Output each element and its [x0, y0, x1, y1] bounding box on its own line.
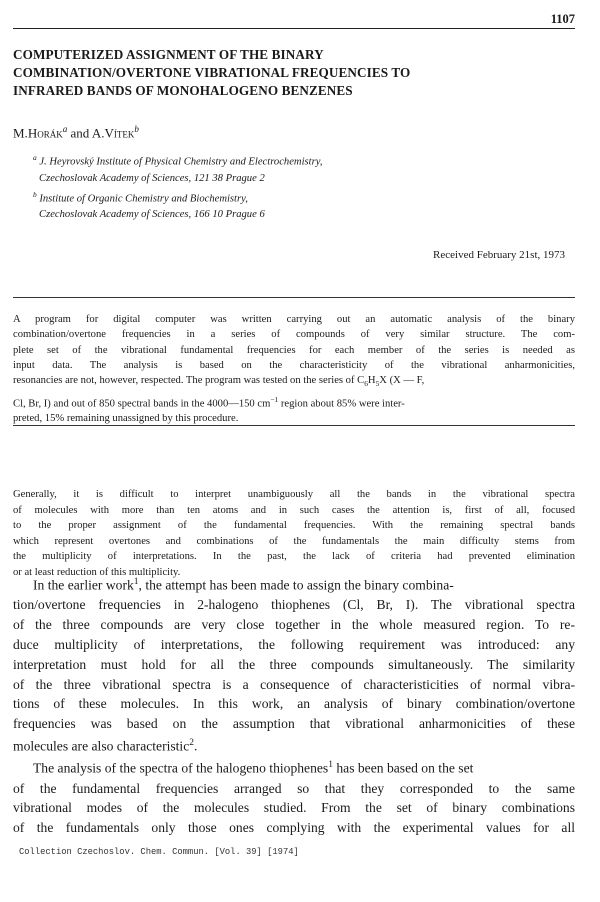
header-rule — [13, 28, 575, 29]
intro-line: which represent overtones and combinations of the fundamentals the main difficulty stems from — [13, 535, 575, 547]
body-text — [13, 573, 575, 838]
abstract-line: Cl, Br, I) and out of 850 spectral bands in the 4000—150 $cm^{-1}$ region about 85% were inter- — [13, 394, 405, 410]
received-date: Received February 21st, 1973 — [433, 249, 565, 261]
affiliation-mark: a — [33, 153, 37, 162]
abstract-bottom-rule — [13, 425, 575, 426]
affiliations — [33, 150, 322, 223]
affiliation-mark: b — [33, 189, 37, 199]
intro-line: Generally, it is difficult to interpret unambiguously all the bands in the vibrational spectra — [13, 489, 575, 500]
introduction-paragraph — [13, 487, 575, 581]
author-separator: and — [67, 125, 92, 141]
affiliation-line: $^a$ J. Heyrovský Institute of Physical Chemistry and Electrochemistry, — [33, 153, 323, 168]
abstract — [13, 312, 575, 427]
affiliation-line: Czechoslovak Academy of Sciences, 121 38 Prague 2 — [39, 172, 265, 184]
intro-line: or at least reduction of this multiplicity. — [13, 566, 181, 578]
body-line: tions of these molecules. In this work, an analysis of binary combination/overtone — [13, 696, 575, 712]
author-surname: Horák — [27, 125, 63, 141]
author-list — [13, 124, 139, 141]
body-line: molecules are also characteristic$^2$. — [13, 737, 198, 754]
author-surname: Vítek — [104, 125, 135, 141]
body-line: In the earlier work$^1$, the attempt has been made to assign the binary combina- — [33, 577, 454, 593]
abstract-top-rule — [13, 297, 575, 298]
body-line: duce multiplicity of interpretations, the following requirement was introduced: any — [13, 636, 575, 652]
body-line: The analysis of the spectra of the halogeno thiophenes$^1$ has been based on the set — [33, 760, 474, 776]
article-title — [13, 46, 575, 100]
body-line: of the three compounds are very close together in the whole measured region. To re- — [13, 617, 575, 633]
title-line: INFRARED BANDS OF MONOHALOGENO BENZENES — [13, 83, 353, 98]
abstract-line: preted, 15% remaining unassigned by this procedure. — [13, 413, 239, 425]
author-initial: M. — [13, 125, 28, 141]
citation-ref: 1 — [328, 760, 333, 771]
citation-ref: 1 — [133, 577, 139, 587]
body-line: frequencies was based on the assumption that vibrational anharmonicities of these — [13, 716, 575, 732]
title-line: COMPUTERIZED ASSIGNMENT OF THE BINARY — [13, 47, 324, 62]
author-initial: A. — [91, 125, 105, 141]
journal-page — [13, 0, 575, 902]
affiliation-mark: a — [62, 124, 68, 134]
body-line: of the fundamental frequencies arranged so that they corresponded to the same — [13, 780, 575, 796]
body-line: vibrational modes of the molecules studied. From the set of binary combinations — [13, 800, 575, 816]
intro-line: of molecules with more than ten atoms and in such cases the attention is, first of all, focused — [13, 504, 575, 516]
abstract-line: combination/overtone frequencies in a series of compounds of very similar structure. The com- — [13, 329, 575, 341]
affiliation-line: Czechoslovak Academy of Sciences, 166 10 Prague 6 — [39, 209, 265, 221]
title-line: COMBINATION/OVERTONE VIBRATIONAL FREQUENCIES TO — [13, 65, 411, 80]
intro-line: to the proper assignment of the fundamental frequencies. With the remaining spectral bands — [13, 520, 575, 532]
body-line: tion/overtone frequencies in 2-halogeno thiophenes (Cl, Br, I). The vibrational spectra — [13, 597, 575, 613]
affiliation-mark: b — [134, 124, 139, 134]
abstract-line: input data. The analysis is based on the characteristicity of the vibrational anharmonicities, — [13, 359, 575, 371]
page-number: 1107 — [550, 12, 575, 26]
citation-ref: 2 — [189, 737, 195, 748]
body-line: of the three vibrational spectra is a consequence of characteristicities of normal vibra- — [13, 676, 575, 692]
body-line: of the fundamentals only those ones complying with the experimental values for all — [13, 820, 575, 836]
affiliation-line: $^b$ Institute of Organic Chemistry and Biochemistry, — [33, 189, 248, 205]
intro-line: the multiplicity of interpretations. In the past, the lack of criteria had prevented elimination — [13, 551, 575, 563]
abstract-line: plete set of the vibrational fundamental frequencies for each member of the series is needed as — [13, 344, 575, 356]
abstract-line: resonancies are not, however, respected. The program was tested on the series of $C_6H_5X$ (X — F, — [13, 375, 425, 389]
abstract-line: A program for digital computer was written carrying out an automatic analysis of the binary — [13, 314, 575, 325]
body-line: interpretation must hold for all the three compounds simultaneously. The similarity — [13, 656, 575, 672]
journal-footer: Collection Czechoslov. Chem. Commun. [Vol. 39] [1974] — [19, 847, 299, 857]
